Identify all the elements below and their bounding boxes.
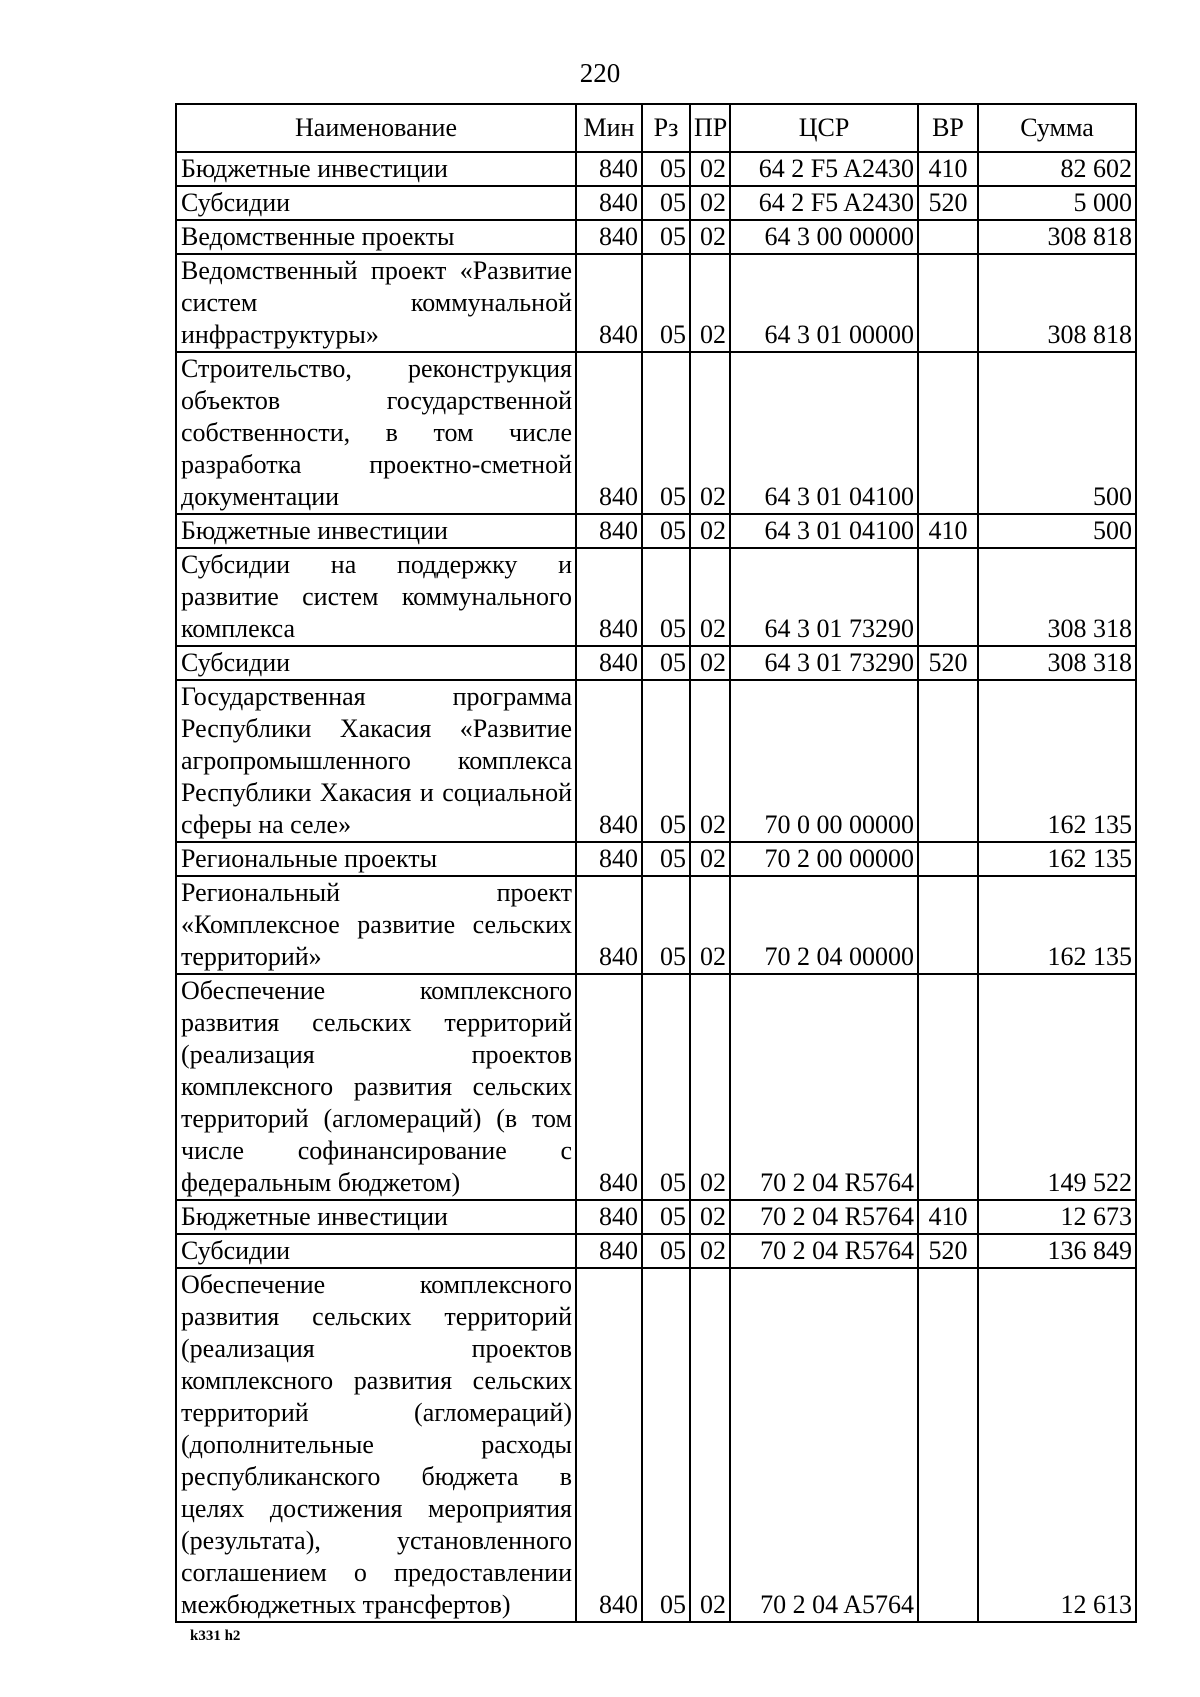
cell-min: 840 bbox=[576, 220, 642, 254]
cell-rz: 05 bbox=[642, 680, 690, 842]
table-row bbox=[176, 220, 1136, 254]
cell-vr bbox=[918, 548, 978, 646]
table-body bbox=[176, 152, 1136, 1622]
cell-vr: 410 bbox=[918, 152, 978, 186]
cell-name: Ведомственные проекты bbox=[176, 220, 576, 254]
cell-pr: 02 bbox=[690, 152, 730, 186]
table-row bbox=[176, 1268, 1136, 1622]
header-name: Наименование bbox=[176, 104, 576, 152]
cell-csr: 70 2 00 00000 bbox=[730, 842, 918, 876]
cell-rz: 05 bbox=[642, 152, 690, 186]
cell-rz: 05 bbox=[642, 876, 690, 974]
table-row bbox=[176, 152, 1136, 186]
cell-pr: 02 bbox=[690, 1234, 730, 1268]
table-row bbox=[176, 1200, 1136, 1234]
cell-csr: 64 3 01 04100 bbox=[730, 514, 918, 548]
cell-name: Бюджетные инвестиции bbox=[176, 514, 576, 548]
table-row bbox=[176, 974, 1136, 1200]
cell-csr: 64 3 01 73290 bbox=[730, 646, 918, 680]
cell-vr: 520 bbox=[918, 1234, 978, 1268]
cell-sum: 500 bbox=[978, 352, 1136, 514]
table-row bbox=[176, 352, 1136, 514]
cell-rz: 05 bbox=[642, 548, 690, 646]
cell-min: 840 bbox=[576, 680, 642, 842]
cell-name: Государственная программа Республики Хакасия «Развитие агропромышленного комплекса Республики Хакасия и социальной сферы на селе» bbox=[176, 680, 576, 842]
cell-name: Региональный проект «Комплексное развитие сельских территорий» bbox=[176, 876, 576, 974]
cell-vr: 410 bbox=[918, 1200, 978, 1234]
cell-sum: 162 135 bbox=[978, 876, 1136, 974]
table-row bbox=[176, 514, 1136, 548]
cell-pr: 02 bbox=[690, 352, 730, 514]
cell-vr bbox=[918, 1268, 978, 1622]
cell-min: 840 bbox=[576, 1234, 642, 1268]
cell-name: Бюджетные инвестиции bbox=[176, 152, 576, 186]
table-row bbox=[176, 1234, 1136, 1268]
cell-csr: 70 2 04 R5764 bbox=[730, 1200, 918, 1234]
cell-min: 840 bbox=[576, 152, 642, 186]
cell-name: Субсидии bbox=[176, 186, 576, 220]
cell-min: 840 bbox=[576, 186, 642, 220]
cell-pr: 02 bbox=[690, 876, 730, 974]
cell-min: 840 bbox=[576, 842, 642, 876]
cell-rz: 05 bbox=[642, 186, 690, 220]
table-header bbox=[176, 104, 1136, 152]
header-min: Мин bbox=[576, 104, 642, 152]
header-row bbox=[176, 104, 1136, 152]
cell-min: 840 bbox=[576, 254, 642, 352]
cell-sum: 12 613 bbox=[978, 1268, 1136, 1622]
cell-rz: 05 bbox=[642, 1268, 690, 1622]
cell-rz: 05 bbox=[642, 1234, 690, 1268]
header-vr: ВР bbox=[918, 104, 978, 152]
cell-name: Субсидии bbox=[176, 646, 576, 680]
cell-csr: 70 2 04 R5764 bbox=[730, 1234, 918, 1268]
cell-min: 840 bbox=[576, 876, 642, 974]
cell-vr bbox=[918, 220, 978, 254]
cell-rz: 05 bbox=[642, 646, 690, 680]
header-pr: ПР bbox=[690, 104, 730, 152]
cell-pr: 02 bbox=[690, 1200, 730, 1234]
cell-sum: 500 bbox=[978, 514, 1136, 548]
table-row bbox=[176, 186, 1136, 220]
cell-vr bbox=[918, 974, 978, 1200]
cell-csr: 64 2 F5 A2430 bbox=[730, 152, 918, 186]
cell-csr: 70 0 00 00000 bbox=[730, 680, 918, 842]
cell-vr bbox=[918, 842, 978, 876]
cell-min: 840 bbox=[576, 514, 642, 548]
table-row bbox=[176, 842, 1136, 876]
cell-rz: 05 bbox=[642, 220, 690, 254]
cell-name: Субсидии bbox=[176, 1234, 576, 1268]
cell-name: Обеспечение комплексного развития сельских территорий (реализация проектов комплексного развития сельских территорий (агломераций) (дополнительные расходы республиканского бюджета в целях достижения мероприятия (результата), установленного соглашением о предоставлении межбюджетных трансфертов) bbox=[176, 1268, 576, 1622]
cell-rz: 05 bbox=[642, 974, 690, 1200]
table-row bbox=[176, 254, 1136, 352]
table-row bbox=[176, 876, 1136, 974]
budget-table bbox=[175, 103, 1137, 1623]
cell-csr: 64 2 F5 A2430 bbox=[730, 186, 918, 220]
cell-name: Ведомственный проект «Развитие систем коммунальной инфраструктуры» bbox=[176, 254, 576, 352]
cell-sum: 308 318 bbox=[978, 646, 1136, 680]
cell-min: 840 bbox=[576, 646, 642, 680]
cell-pr: 02 bbox=[690, 186, 730, 220]
cell-sum: 308 318 bbox=[978, 548, 1136, 646]
cell-rz: 05 bbox=[642, 842, 690, 876]
cell-name: Строительство, реконструкция объектов государственной собственности, в том числе разработка проектно-сметной документации bbox=[176, 352, 576, 514]
cell-min: 840 bbox=[576, 548, 642, 646]
cell-pr: 02 bbox=[690, 548, 730, 646]
cell-vr: 520 bbox=[918, 186, 978, 220]
cell-min: 840 bbox=[576, 974, 642, 1200]
cell-csr: 64 3 00 00000 bbox=[730, 220, 918, 254]
cell-vr: 520 bbox=[918, 646, 978, 680]
cell-min: 840 bbox=[576, 1200, 642, 1234]
cell-pr: 02 bbox=[690, 1268, 730, 1622]
cell-vr bbox=[918, 352, 978, 514]
footer-code: k331 h2 bbox=[190, 1628, 241, 1644]
cell-vr bbox=[918, 254, 978, 352]
cell-pr: 02 bbox=[690, 680, 730, 842]
cell-name: Субсидии на поддержку и развитие систем коммунального комплекса bbox=[176, 548, 576, 646]
cell-pr: 02 bbox=[690, 974, 730, 1200]
cell-name: Бюджетные инвестиции bbox=[176, 1200, 576, 1234]
cell-min: 840 bbox=[576, 1268, 642, 1622]
cell-vr bbox=[918, 680, 978, 842]
cell-name: Обеспечение комплексного развития сельских территорий (реализация проектов комплексного развития сельских территорий (агломераций) (в том числе софинансирование с федеральным бюджетом) bbox=[176, 974, 576, 1200]
cell-rz: 05 bbox=[642, 1200, 690, 1234]
cell-sum: 308 818 bbox=[978, 254, 1136, 352]
cell-sum: 12 673 bbox=[978, 1200, 1136, 1234]
cell-pr: 02 bbox=[690, 842, 730, 876]
table-row bbox=[176, 680, 1136, 842]
page-number: 220 bbox=[579, 58, 621, 88]
header-rz: Рз bbox=[642, 104, 690, 152]
table-row bbox=[176, 646, 1136, 680]
cell-csr: 70 2 04 00000 bbox=[730, 876, 918, 974]
cell-rz: 05 bbox=[642, 352, 690, 514]
header-sum: Сумма bbox=[978, 104, 1136, 152]
cell-pr: 02 bbox=[690, 514, 730, 548]
cell-csr: 64 3 01 00000 bbox=[730, 254, 918, 352]
cell-rz: 05 bbox=[642, 254, 690, 352]
cell-pr: 02 bbox=[690, 646, 730, 680]
cell-sum: 308 818 bbox=[978, 220, 1136, 254]
cell-sum: 149 522 bbox=[978, 974, 1136, 1200]
cell-sum: 162 135 bbox=[978, 680, 1136, 842]
cell-csr: 64 3 01 04100 bbox=[730, 352, 918, 514]
cell-name: Региональные проекты bbox=[176, 842, 576, 876]
table-row bbox=[176, 548, 1136, 646]
cell-csr: 70 2 04 A5764 bbox=[730, 1268, 918, 1622]
cell-csr: 64 3 01 73290 bbox=[730, 548, 918, 646]
cell-pr: 02 bbox=[690, 254, 730, 352]
cell-sum: 5 000 bbox=[978, 186, 1136, 220]
header-csr: ЦСР bbox=[730, 104, 918, 152]
cell-sum: 136 849 bbox=[978, 1234, 1136, 1268]
cell-min: 840 bbox=[576, 352, 642, 514]
cell-rz: 05 bbox=[642, 514, 690, 548]
cell-csr: 70 2 04 R5764 bbox=[730, 974, 918, 1200]
cell-pr: 02 bbox=[690, 220, 730, 254]
cell-sum: 162 135 bbox=[978, 842, 1136, 876]
cell-vr bbox=[918, 876, 978, 974]
cell-sum: 82 602 bbox=[978, 152, 1136, 186]
cell-vr: 410 bbox=[918, 514, 978, 548]
